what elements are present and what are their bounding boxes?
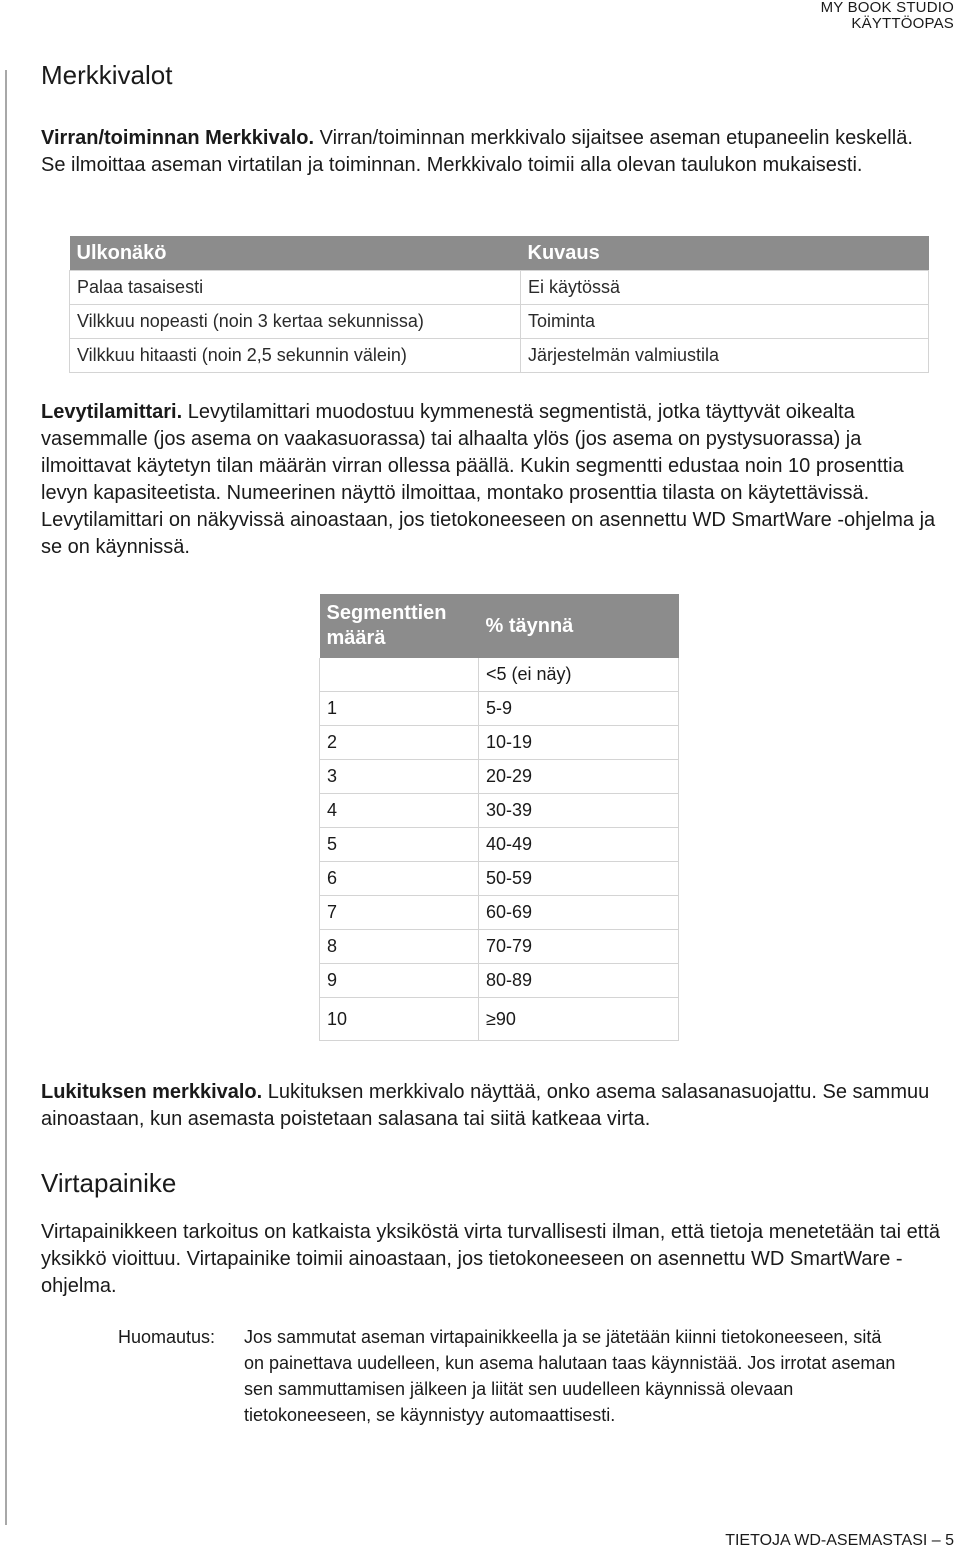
table-cell: 50-59 [479,862,679,896]
table-cell: 10-19 [479,726,679,760]
table-cell: Vilkkuu nopeasti (noin 3 kertaa sekunnissa) [70,305,521,339]
table-row [70,305,929,339]
table-row [320,760,679,794]
table-row [320,964,679,998]
table-row [320,998,679,1041]
table-cell: 6 [320,862,479,896]
document-header [821,0,954,32]
table-cell: ≥90 [479,998,679,1041]
capacity-gauge-text: Levytilamittari muodostuu kymmenestä segmentistä, jotka täyttyvät oikealta vasemmalle (jos asema on vaakasuorassa) tai alhaalta ylös (jos asema on pystysuorassa) ja ilmoittavat käytetyn tilan määrän virran ollessa päällä. Kukin segmentti edustaa noin 10 prosenttia levyn kapasiteetista. Numeerinen näyttö ilmoittaa, montako prosenttia tilasta on käytettävissä. Levytilamittari on näkyvissä ainoastaan, jos tietokoneeseen on asennettu WD SmartWare -ohjelma ja se on käynnissä. [41,401,936,558]
table-row [320,794,679,828]
table-cell: 40-49 [479,828,679,862]
table-row [70,339,929,373]
table-cell: 1 [320,692,479,726]
capacity-gauge-term: Levytilamittari. [41,401,183,423]
left-margin-rule [5,70,7,1525]
table-cell: 9 [320,964,479,998]
table-cell: 3 [320,760,479,794]
paragraph-capacity-gauge [41,399,941,561]
power-led-term: Virran/toiminnan Merkkivalo. [41,127,315,149]
segments-table-header-percent: % täynnä [479,594,679,658]
table-cell: 60-69 [479,896,679,930]
table-row [320,930,679,964]
paragraph-power-button: Virtapainikkeen tarkoitus on katkaista yksiköstä virta turvallisesti ilman, että tietoja menetetään tai että yksikkö vioittuu. Virtapainike toimii ainoastaan, jos tietokoneeseen on asennettu WD SmartWare -ohjelma. [41,1221,940,1297]
paragraph-lock-led [41,1079,941,1133]
page-footer: TIETOJA WD-ASEMASTASI – 5 [725,1532,954,1549]
table-cell: Ei käytössä [521,271,929,305]
lock-led-term: Lukituksen merkkivalo. [41,1081,263,1103]
header-product: MY BOOK STUDIO [820,0,954,16]
led-table-header-appearance: Ulkonäkö [70,236,521,271]
note-label: Huomautus: [118,1327,216,1347]
table-cell: 30-39 [479,794,679,828]
table-cell: 80-89 [479,964,679,998]
table-cell: Vilkkuu hitaasti (noin 2,5 sekunnin välein) [70,339,521,373]
table-row [320,862,679,896]
table-cell: 70-79 [479,930,679,964]
table-cell: 4 [320,794,479,828]
led-table-header-description: Kuvaus [521,236,929,271]
led-table [69,236,929,373]
table-cell: 10 [320,998,479,1041]
table-row [320,726,679,760]
table-cell: 2 [320,726,479,760]
segments-table [319,594,679,1041]
power-led-text: Virran/toiminnan merkkivalo sijaitsee aseman etupaneelin keskellä. Se ilmoittaa aseman virtatilan ja toiminnan. Merkkivalo toimii alla olevan taulukon mukaisesti. [41,127,913,176]
segments-table-header-count: Segmenttien määrä [320,594,479,658]
table-cell: 7 [320,896,479,930]
note-text: Jos sammutat aseman virtapainikkeella ja se jätetään kiinni tietokoneeseen, sitä on painettava uudelleen, kun asema halutaan taas käynnistää. Jos irrotat aseman sen sammuttamisen jälkeen ja liität sen uudelleen käynnissä olevaan tietokoneeseen, se käynnistyy automaattisesti. [244,1327,896,1425]
led-table-header [70,236,929,271]
table-cell: Palaa tasaisesti [70,271,521,305]
lock-led-text: Lukituksen merkkivalo näyttää, onko asema salasanasuojattu. Se sammuu ainoastaan, kun asemasta poistetaan salasana tai siitä katkeaa virta. [41,1081,930,1130]
segments-table-header [320,594,679,658]
table-cell: 8 [320,930,479,964]
table-row [320,896,679,930]
table-row [320,658,679,692]
header-doc-type: KÄYTTÖOPAS [851,15,954,32]
table-row [320,692,679,726]
heading-virtapainike: Virtapainike [41,1168,177,1198]
table-cell: Toiminta [521,305,929,339]
table-cell: 20-29 [479,760,679,794]
paragraph-power-led [41,125,941,179]
table-row [70,271,929,305]
table-cell: <5 (ei näy) [479,658,679,692]
table-cell [320,658,479,692]
heading-merkkivalot: Merkkivalot [41,60,173,90]
table-cell: 5 [320,828,479,862]
table-cell: Järjestelmän valmiustila [521,339,929,373]
table-row [320,828,679,862]
table-cell: 5-9 [479,692,679,726]
